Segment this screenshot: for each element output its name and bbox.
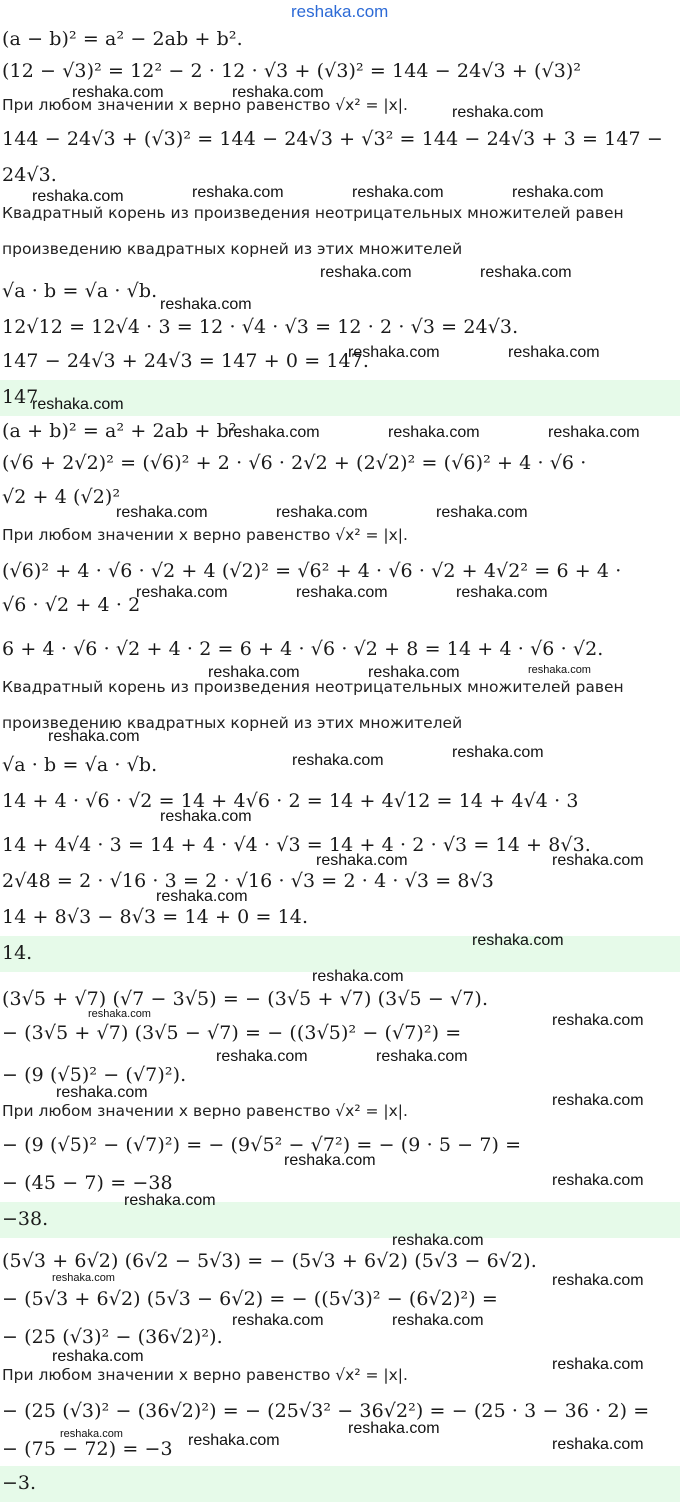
s2-line-14: 14 + 8√3 − 8√3 = 14 + 0 = 14.: [2, 906, 309, 928]
s3-line-4: При любом значении x верно равенство √x² = |x|.: [2, 1102, 408, 1120]
watermark: reshaka.com: [436, 504, 528, 521]
watermark: reshaka.com: [528, 664, 591, 676]
watermark: reshaka.com: [208, 664, 300, 681]
s2-line-12: 14 + 4√4 · 3 = 14 + 4 · √4 · √3 = 14 + 4 · 2 · √3 = 14 + 8√3.: [2, 834, 591, 856]
watermark: reshaka.com: [552, 1092, 644, 1109]
watermark: reshaka.com: [52, 1272, 115, 1284]
s3-line-1: (3√5 + √7) (√7 − 3√5) = − (3√5 + √7) (3√5 − √7).: [2, 988, 489, 1010]
watermark: reshaka.com: [392, 1312, 484, 1329]
watermark: reshaka.com: [388, 424, 480, 441]
watermark: reshaka.com: [552, 1436, 644, 1453]
watermark: reshaka.com: [480, 264, 572, 281]
s4-line-6: − (75 − 72) = −3: [2, 1438, 173, 1460]
watermark: reshaka.com: [392, 1232, 484, 1249]
watermark: reshaka.com: [452, 744, 544, 761]
s1-line-2: (12 − √3)² = 12² − 2 · 12 · √3 + (√3)² = 144 − 24√3 + (√3)²: [2, 60, 582, 82]
watermark: reshaka.com: [316, 852, 408, 869]
watermark: reshaka.com: [192, 184, 284, 201]
watermark: reshaka.com: [228, 424, 320, 441]
s2-line-6: √6 · √2 + 4 · 2: [2, 594, 141, 616]
s1-line-1: (a − b)² = a² − 2ab + b².: [2, 28, 243, 50]
watermark: reshaka.com: [32, 188, 124, 205]
watermark: reshaka.com: [312, 968, 404, 985]
watermark: reshaka.com: [552, 1172, 644, 1189]
watermark: reshaka.com: [320, 264, 412, 281]
watermark: reshaka.com: [552, 1272, 644, 1289]
s3-line-6: − (45 − 7) = −38: [2, 1172, 173, 1194]
watermark: reshaka.com: [232, 1312, 324, 1329]
watermark: reshaka.com: [552, 1012, 644, 1029]
s2-line-1: (a + b)² = a² + 2ab + b².: [2, 420, 243, 442]
watermark: reshaka.com: [548, 424, 640, 441]
watermark: reshaka.com: [508, 344, 600, 361]
watermark: reshaka.com: [452, 104, 544, 121]
watermark: reshaka.com: [32, 396, 124, 413]
watermark: reshaka.com: [552, 1356, 644, 1373]
header-watermark-link[interactable]: reshaka.com: [291, 2, 389, 21]
s2-line-13: 2√48 = 2 · √16 · 3 = 2 · √16 · √3 = 2 · 4 · √3 = 8√3: [2, 870, 494, 892]
s2-line-3: √2 + 4 (√2)²: [2, 486, 121, 508]
watermark: reshaka.com: [292, 752, 384, 769]
s2-line-11: 14 + 4 · √6 · √2 = 14 + 4√6 · 2 = 14 + 4√12 = 14 + 4√4 · 3: [2, 790, 579, 812]
watermark: reshaka.com: [232, 84, 324, 101]
watermark: reshaka.com: [296, 584, 388, 601]
s4-line-2: − (5√3 + 6√2) (5√3 − 6√2) = − ((5√3)² − (6√2)²) =: [2, 1288, 498, 1310]
watermark: reshaka.com: [48, 728, 140, 745]
s2-answer: 14.: [2, 942, 33, 964]
watermark: reshaka.com: [136, 584, 228, 601]
watermark: reshaka.com: [512, 184, 604, 201]
watermark: reshaka.com: [352, 184, 444, 201]
s4-answer-bar: [0, 1466, 680, 1502]
s2-line-4: При любом значении x верно равенство √x² = |x|.: [2, 526, 408, 544]
watermark: reshaka.com: [72, 84, 164, 101]
s3-answer-bar: [0, 1202, 680, 1238]
watermark: reshaka.com: [88, 1008, 151, 1020]
s2-line-2: (√6 + 2√2)² = (√6)² + 2 · √6 · 2√2 + (2√2)² = (√6)² + 4 · √6 ·: [2, 452, 587, 474]
watermark: reshaka.com: [116, 504, 208, 521]
watermark: reshaka.com: [348, 344, 440, 361]
watermark: reshaka.com: [60, 1428, 123, 1440]
s2-answer-bar: [0, 936, 680, 972]
watermark: reshaka.com: [276, 504, 368, 521]
s3-line-5: − (9 (√5)² − (√7)²) = − (9√5² − √7²) = − (9 · 5 − 7) =: [2, 1134, 522, 1156]
s2-line-5: (√6)² + 4 · √6 · √2 + 4 (√2)² = √6² + 4 · √6 · √2 + 4√2² = 6 + 4 ·: [2, 560, 622, 582]
watermark: reshaka.com: [348, 1420, 440, 1437]
s1-line-9: 12√12 = 12√4 · 3 = 12 · √4 · √3 = 12 · 2 · √3 = 24√3.: [2, 316, 519, 338]
watermark: reshaka.com: [552, 852, 644, 869]
watermark: reshaka.com: [160, 296, 252, 313]
watermark: reshaka.com: [160, 808, 252, 825]
watermark: reshaka.com: [376, 1048, 468, 1065]
s2-line-9: произведению квадратных корней из этих множителей: [2, 714, 463, 732]
s3-line-3: − (9 (√5)² − (√7)²).: [2, 1064, 187, 1086]
s2-line-7: 6 + 4 · √6 · √2 + 4 · 2 = 6 + 4 · √6 · √2 + 8 = 14 + 4 · √6 · √2.: [2, 638, 604, 660]
watermark: reshaka.com: [472, 932, 564, 949]
watermark: reshaka.com: [52, 1348, 144, 1365]
s1-line-8: √a · b = √a · √b.: [2, 280, 158, 302]
s3-answer: −38.: [2, 1208, 49, 1230]
s4-line-4: При любом значении x верно равенство √x² = |x|.: [2, 1366, 408, 1384]
watermark: reshaka.com: [156, 888, 248, 905]
s4-answer: −3.: [2, 1472, 37, 1494]
s4-line-3: − (25 (√3)² − (36√2)²).: [2, 1326, 223, 1348]
s2-line-8: Квадратный корень из произведения неотрицательных множителей равен: [2, 678, 624, 696]
s1-line-7: произведению квадратных корней из этих множителей: [2, 240, 463, 258]
s1-line-10: 147 − 24√3 + 24√3 = 147 + 0 = 147.: [2, 350, 370, 372]
s1-line-6: Квадратный корень из произведения неотрицательных множителей равен: [2, 204, 624, 222]
watermark: reshaka.com: [216, 1048, 308, 1065]
s4-line-5: − (25 (√3)² − (36√2)²) = − (25√3² − 36√2²) = − (25 · 3 − 36 · 2) =: [2, 1400, 650, 1422]
s1-line-3: При любом значении x верно равенство √x² = |x|.: [2, 96, 408, 114]
watermark: reshaka.com: [456, 584, 548, 601]
watermark: reshaka.com: [368, 664, 460, 681]
s1-line-5: 24√3.: [2, 164, 57, 186]
watermark: reshaka.com: [188, 1432, 280, 1449]
watermark: reshaka.com: [56, 1084, 148, 1101]
s2-line-10: √a · b = √a · √b.: [2, 754, 158, 776]
s3-line-2: − (3√5 + √7) (3√5 − √7) = − ((3√5)² − (√7)²) =: [2, 1022, 462, 1044]
s4-line-1: (5√3 + 6√2) (6√2 − 5√3) = − (5√3 + 6√2) (5√3 − 6√2).: [2, 1250, 537, 1272]
s1-answer: 147: [2, 386, 39, 408]
watermark: reshaka.com: [124, 1192, 216, 1209]
s1-line-4: 144 − 24√3 + (√3)² = 144 − 24√3 + √3² = 144 − 24√3 + 3 = 147 −: [2, 128, 663, 150]
watermark: reshaka.com: [284, 1152, 376, 1169]
